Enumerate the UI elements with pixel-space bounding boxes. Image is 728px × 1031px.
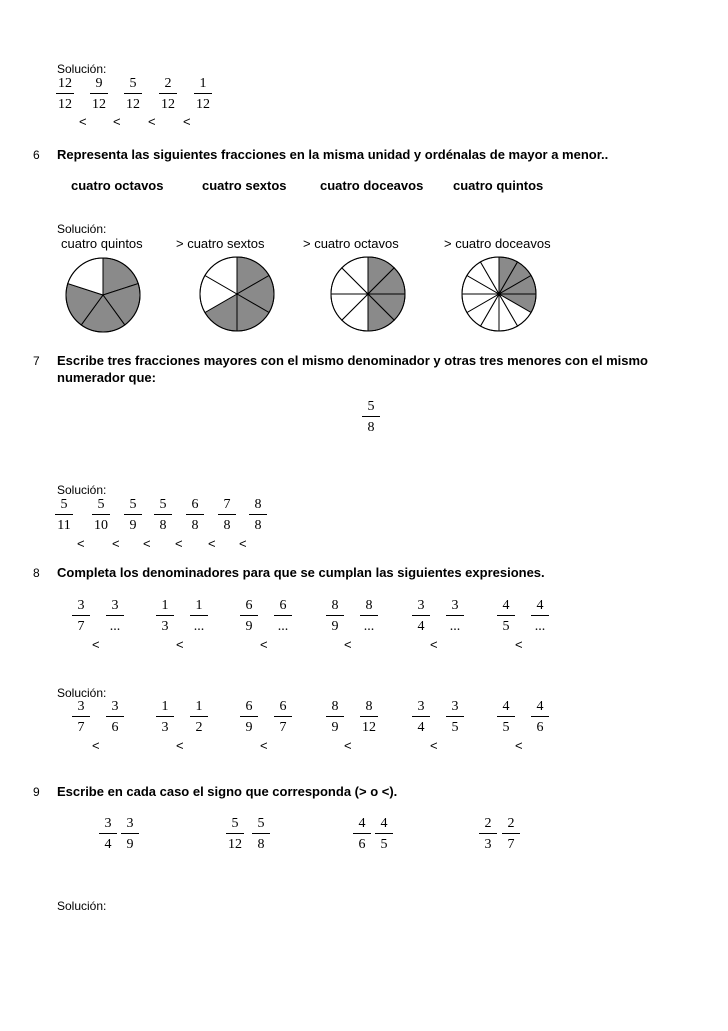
question-text-line1: Escribe tres fracciones mayores con el mismo denominador y otras tres menores con el mismo [57, 353, 648, 368]
fraction-blank[interactable]: 8 ... [354, 597, 384, 635]
question-text: Escribe en cada caso el signo que corresponda (> o <). [57, 784, 398, 799]
less-than-sign: < [112, 536, 120, 551]
less-than-sign: < [183, 114, 191, 129]
less-than-sign: < [430, 738, 438, 753]
less-than-sign: < [113, 114, 121, 129]
fraction: 3 4 [406, 698, 436, 736]
fraction: 5 11 [49, 496, 79, 534]
less-than-sign: < [208, 536, 216, 551]
fraction: 9 12 [92, 76, 106, 112]
less-than-sign: < [175, 536, 183, 551]
question-text-line2: numerador que: [57, 370, 156, 385]
solution-label: Solución: [57, 483, 107, 497]
fraction-blank[interactable]: 3 ... [440, 597, 470, 635]
question-number: 9 [33, 785, 40, 799]
solution-label: Solución: [57, 899, 107, 913]
fraction: 4 6 [347, 815, 377, 853]
less-than-sign: < [148, 114, 156, 129]
fraction-blank[interactable]: 6 ... [268, 597, 298, 635]
solution-label: Solución: [57, 62, 107, 76]
less-than-sign: < [515, 637, 523, 652]
less-than-sign: < [77, 536, 85, 551]
fraction: 3 4 [93, 815, 123, 853]
solution-label: Solución: [57, 686, 107, 700]
fraction: 5 8 [148, 496, 178, 534]
fraction: 3 6 [100, 698, 130, 736]
fraction: 4 6 [525, 698, 555, 736]
fraction: 3 9 [115, 815, 145, 853]
fraction: 5 9 [118, 496, 148, 534]
fraction: 1 12 [196, 76, 210, 112]
fraction: 3 5 [440, 698, 470, 736]
fraction: 1 3 [150, 698, 180, 736]
fraction: 1 3 [150, 597, 180, 635]
fraction: 6 8 [180, 496, 210, 534]
less-than-sign: < [239, 536, 247, 551]
less-than-sign: < [260, 738, 268, 753]
fraction-blank[interactable]: 3 ... [100, 597, 130, 635]
less-than-sign: < [344, 738, 352, 753]
given-fraction: 5 8 [356, 398, 386, 436]
fraction: 1 2 [184, 698, 214, 736]
fraction: 2 12 [161, 76, 175, 112]
pie-chart-sixths [198, 255, 276, 333]
fraction: 8 8 [243, 496, 273, 534]
fraction: 8 12 [362, 699, 376, 735]
less-than-sign: < [176, 637, 184, 652]
fraction-word: cuatro sextos [202, 178, 287, 193]
less-than-sign: < [260, 637, 268, 652]
fraction: 5 8 [246, 815, 276, 853]
solution-item: > cuatro doceavos [444, 236, 551, 251]
fraction: 12 12 [58, 76, 72, 112]
solution-item: > cuatro octavos [303, 236, 399, 251]
less-than-sign: < [79, 114, 87, 129]
pie-chart-twelfths [460, 255, 538, 333]
solution-label: Solución: [57, 222, 107, 236]
fraction: 6 9 [234, 597, 264, 635]
question-text: Representa las siguientes fracciones en la misma unidad y ordénalas de mayor a menor.. [57, 147, 609, 162]
solution-item: > cuatro sextos [176, 236, 265, 251]
question-number: 7 [33, 354, 40, 368]
pie-chart-eighths [329, 255, 407, 333]
fraction: 5 12 [228, 816, 242, 852]
fraction: 5 12 [126, 76, 140, 112]
fraction: 4 5 [491, 698, 521, 736]
fraction-blank[interactable]: 1 ... [184, 597, 214, 635]
fraction: 5 10 [94, 497, 108, 533]
less-than-sign: < [92, 637, 100, 652]
fraction-word: cuatro quintos [453, 178, 544, 193]
fraction: 8 9 [320, 698, 350, 736]
fraction-word: cuatro octavos [71, 178, 164, 193]
less-than-sign: < [430, 637, 438, 652]
less-than-sign: < [143, 536, 151, 551]
fraction-blank[interactable]: 4 ... [525, 597, 555, 635]
less-than-sign: < [176, 738, 184, 753]
fraction-word: cuatro doceavos [320, 178, 424, 193]
less-than-sign: < [515, 738, 523, 753]
less-than-sign: < [344, 637, 352, 652]
fraction: 4 5 [369, 815, 399, 853]
question-number: 6 [33, 148, 40, 162]
question-text: Completa los denominadores para que se cumplan las siguientes expresiones. [57, 565, 545, 580]
solution-item: cuatro quintos [61, 236, 143, 251]
fraction: 6 7 [268, 698, 298, 736]
fraction: 8 9 [320, 597, 350, 635]
fraction: 7 8 [212, 496, 242, 534]
fraction: 2 7 [496, 815, 526, 853]
pie-chart-fifths [64, 256, 142, 334]
fraction: 3 7 [66, 698, 96, 736]
question-number: 8 [33, 566, 40, 580]
less-than-sign: < [92, 738, 100, 753]
fraction: 4 5 [491, 597, 521, 635]
fraction: 6 9 [234, 698, 264, 736]
fraction: 3 7 [66, 597, 96, 635]
fraction: 2 3 [473, 815, 503, 853]
fraction: 3 4 [406, 597, 436, 635]
